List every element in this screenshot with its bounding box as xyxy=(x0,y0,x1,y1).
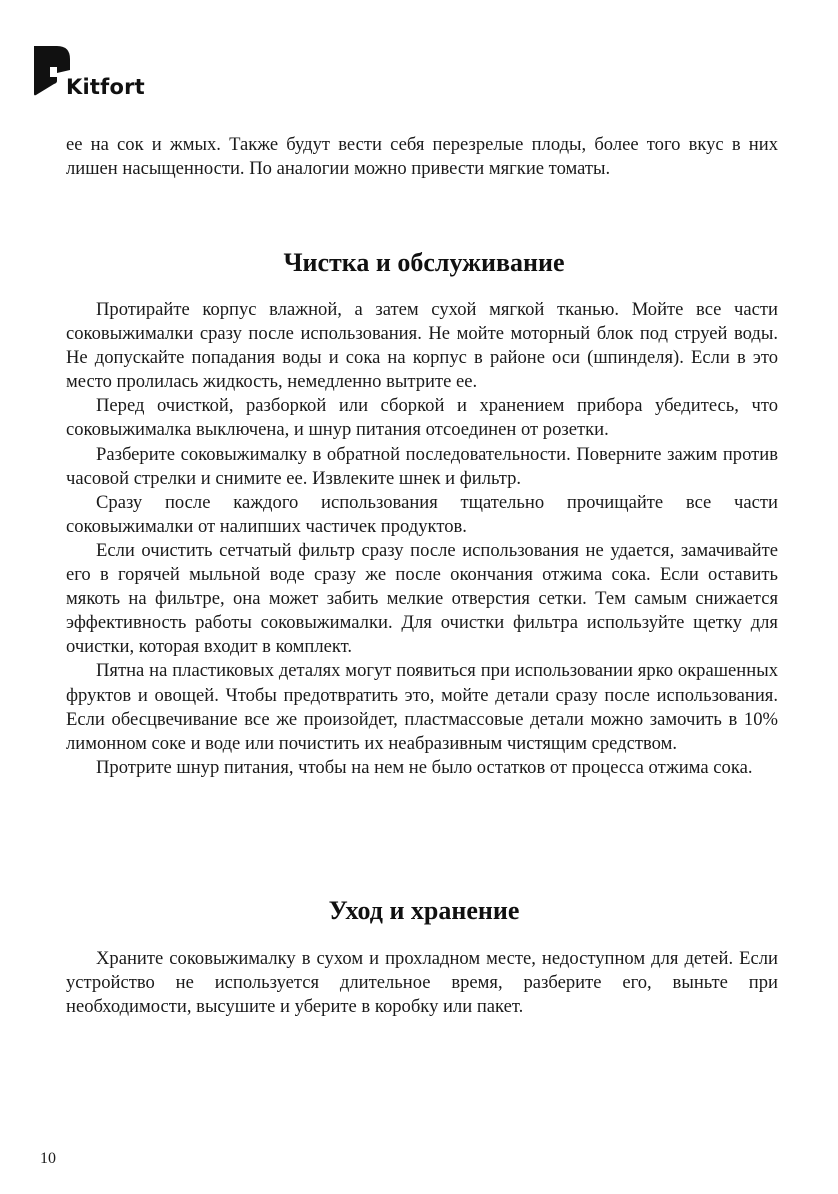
section-title-cleaning: Чистка и обслуживание xyxy=(283,248,565,277)
brand-logo xyxy=(33,43,173,99)
cleaning-paragraph: Разберите соковыжималку в обратной последовательности. Поверните зажим против часовой стрелки и снимите ее. Извлеките шнек и фильтр. xyxy=(66,443,778,489)
intro-paragraph: ее на сок и жмых. Также будут вести себя перезрелые плоды, более того вкус в них лишен насыщенности. По аналогии можно привести мягкие томаты. xyxy=(66,134,778,180)
intro-text-block xyxy=(66,133,778,181)
brand-name: Kitfort xyxy=(66,75,145,99)
cleaning-paragraph: Протирайте корпус влажной, а затем сухой мягкой тканью. Мойте все части соковыжималки сразу после использования. Не мойте моторный блок под струей воды. Не допускайте попадания воды и сока на корпус в районе оси (шпинделя). Если в это место пролилась жидкость, немедленно вытрите ее. xyxy=(66,299,778,393)
storage-section-body xyxy=(66,947,778,1019)
cleaning-paragraph: Перед очисткой, разборкой или сборкой и хранением прибора убедитесь, что соковыжималка выключена, и шнур питания отсоединен от розетки. xyxy=(66,395,778,441)
storage-paragraph: Храните соковыжималку в сухом и прохладном месте, недоступном для детей. Если устройство не используется длительное время, разберите его, выньте при необходимости, высушите и уберите в коробку или пакет. xyxy=(66,948,778,1018)
cleaning-paragraph: Сразу после каждого использования тщательно прочищайте все части соковыжималки от налипших частичек продуктов. xyxy=(66,491,778,537)
section-title-storage: Уход и хранение xyxy=(328,896,520,925)
page-number: 10 xyxy=(40,1150,56,1167)
cleaning-paragraph: Пятна на пластиковых деталях могут появиться при использовании ярко окрашенных фруктов и овощей. Чтобы предотвратить это, мойте детали сразу после использования. Если обесцвечивание все же произойдет, пластмассовые детали можно замочить в 10% лимонном соке и воде или почистить их неабразивным чистящим средством. xyxy=(66,660,778,754)
cleaning-paragraph: Протрите шнур питания, чтобы на нем не было остатков от процесса отжима сока. xyxy=(96,756,753,778)
cleaning-paragraph: Если очистить сетчатый фильтр сразу после использования не удается, замачивайте его в горячей мыльной воде сразу же после окончания отжима сока. Если оставить мякоть на фильтре, она может забить мелкие отверстия сетки. Тем самым снижается эффективность работы соковыжималки. Для очистки фильтра используйте щетку для очистки, которая входит в комплект. xyxy=(66,539,778,658)
cleaning-section-body xyxy=(66,298,778,780)
